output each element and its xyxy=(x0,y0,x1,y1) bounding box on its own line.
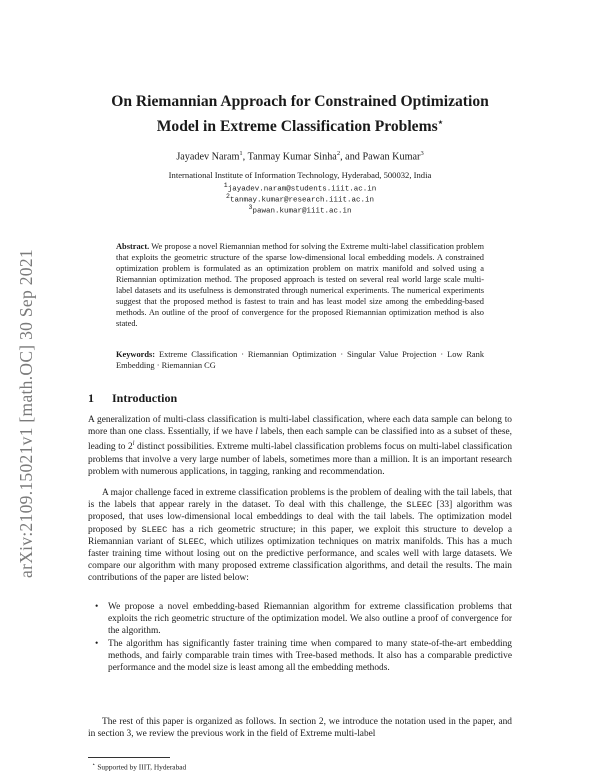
para-text: A major challenge faced in extreme classification problems is the problem of dealing with the tail labels, that is the labels that appear rarely in the dataset. To deal with this challenge, the xyxy=(88,488,512,511)
arxiv-identifier-stamp: arXiv:2109.15021v1 [math.OC] 30 Sep 2021 xyxy=(16,249,36,578)
keywords-label: Keywords: xyxy=(116,350,156,359)
email-text: tanmay.kumar@research.iiit.ac.in xyxy=(229,196,374,205)
section-number: 1 xyxy=(88,391,94,405)
author-name: Tanmay Kumar Sinha xyxy=(247,151,337,163)
footnote-text: Supported by IIIT, Hyderabad xyxy=(97,762,187,772)
math-var: l xyxy=(255,427,258,438)
title-footnote-mark: ⋆ xyxy=(437,117,444,127)
contribution-item: • We propose a novel embedding-based Riemannian algorithm for extreme classification problems that exploits the rich geometric structure of the optimization model. We also outline a proof of convergence for the algorithm. xyxy=(88,601,512,638)
keywords-text: Extreme Classification · Riemannian Optimization · Singular Value Projection · Low Rank Embedding · Riemannian CG xyxy=(116,350,485,370)
intro-paragraph-3: The rest of this paper is organized as follows. In section 2, we introduce the notation used in the paper, and in section 3, we review the previous work in the field of Extreme multi-label xyxy=(88,717,512,740)
intro-paragraph-1 xyxy=(88,414,512,478)
keywords xyxy=(116,349,484,371)
author-affil-mark: 2 xyxy=(336,150,341,157)
paper-title xyxy=(60,92,540,137)
math-exponent: l xyxy=(132,440,135,448)
para-text: [33] algorithm was proposed, that uses low-dimensional local embeddings to deal with the tail labels. The optimization model proposed by xyxy=(88,500,512,535)
para-text: has a rich geometric structure; in this paper, we exploit this structure to develop a Riemannian variant of xyxy=(88,524,513,547)
para-text: distinct possibilities. Extreme multi-label classification problems focus on multi-label classification problems that involve a very large number of labels, sometimes more than a million. It is an important research problem with numerous applications, in tagging, ranking and recommendation. xyxy=(88,442,513,477)
author-separator: , xyxy=(242,151,248,163)
contribution-item: • The algorithm has significantly faster training time when compared to many state-of-the-art embedding methods, and fairly comparable train times with Tree-based methods. It also has a comparable predictive performance and the model size is least among all the embedding methods. xyxy=(88,638,512,675)
footnote-rule xyxy=(88,757,170,758)
institution: International Institute of Information Technology, Hyderabad, 500032, India xyxy=(168,170,432,180)
abstract-label: Abstract. xyxy=(116,242,150,251)
title-line-2 xyxy=(60,112,540,137)
para-text: labels, then each sample can be classified into as a subset of these, leading to 2 xyxy=(88,427,512,453)
email-mark: 1 xyxy=(223,182,228,189)
title-line-2-text: Model in Extreme Classification Problems xyxy=(156,118,438,136)
author-separator: , and xyxy=(340,151,363,163)
author-email xyxy=(60,182,540,194)
author-email xyxy=(60,193,540,205)
sleec-term: SLEEC xyxy=(178,536,204,547)
email-mark: 3 xyxy=(248,204,253,211)
email-mark: 2 xyxy=(226,193,230,200)
author-name: Jayadev Naram xyxy=(176,151,240,163)
para-text: , which utilizes optimization techniques on matrix manifolds. This has a much faster training time without losing out on the predictive performance, and scales well with large datasets. We compare our algorithm with many proposed extreme classification algorithms, and detail the results. The main contributions of the paper are listed below: xyxy=(88,536,513,584)
abstract-text: We propose a novel Riemannian method for solving the Extreme multi-label classification problem that exploits the geometric structure of the sparse low-dimensional local embedding models. A constrained optimization problem is formulated as an optimization problem on matrix manifold and solved using a Riemannian optimization method. The proposed approach is tested on several real world large scale multi-label datasets and its usefulness is demonstrated through numerical experiments. The numerical experiments suggest that the proposed method is fastest to train and has least model size among the embedding-based methods. An outline of the proof of convergence for the proposed Riemannian optimization method is also stated. xyxy=(116,242,484,328)
email-text: pawan.kumar@iiit.ac.in xyxy=(252,207,352,216)
sleec-term: SLEEC xyxy=(406,500,433,511)
author-affil-mark: 3 xyxy=(420,150,424,157)
email-text: jayadev.naram@students.iiit.ac.in xyxy=(227,185,377,194)
author-name: Pawan Kumar xyxy=(362,151,421,163)
author-affil-mark: 1 xyxy=(239,150,243,157)
footnote xyxy=(92,762,186,771)
abstract xyxy=(116,241,484,329)
author-email xyxy=(60,204,540,216)
sleec-term: SLEEC xyxy=(141,524,168,535)
contributions-list xyxy=(88,601,512,674)
section-heading xyxy=(88,391,177,406)
footnote-mark: ⋆ xyxy=(92,762,96,768)
title-line-1: On Riemannian Approach for Constrained Optimization xyxy=(111,93,489,110)
section-title: Introduction xyxy=(112,391,178,405)
intro-paragraph-2 xyxy=(88,487,512,585)
author-list xyxy=(60,150,540,162)
para-text: A generalization of multi-class classification is multi-label classification, where each data sample can belong to more than one class. Essentially, if we have xyxy=(88,415,512,438)
